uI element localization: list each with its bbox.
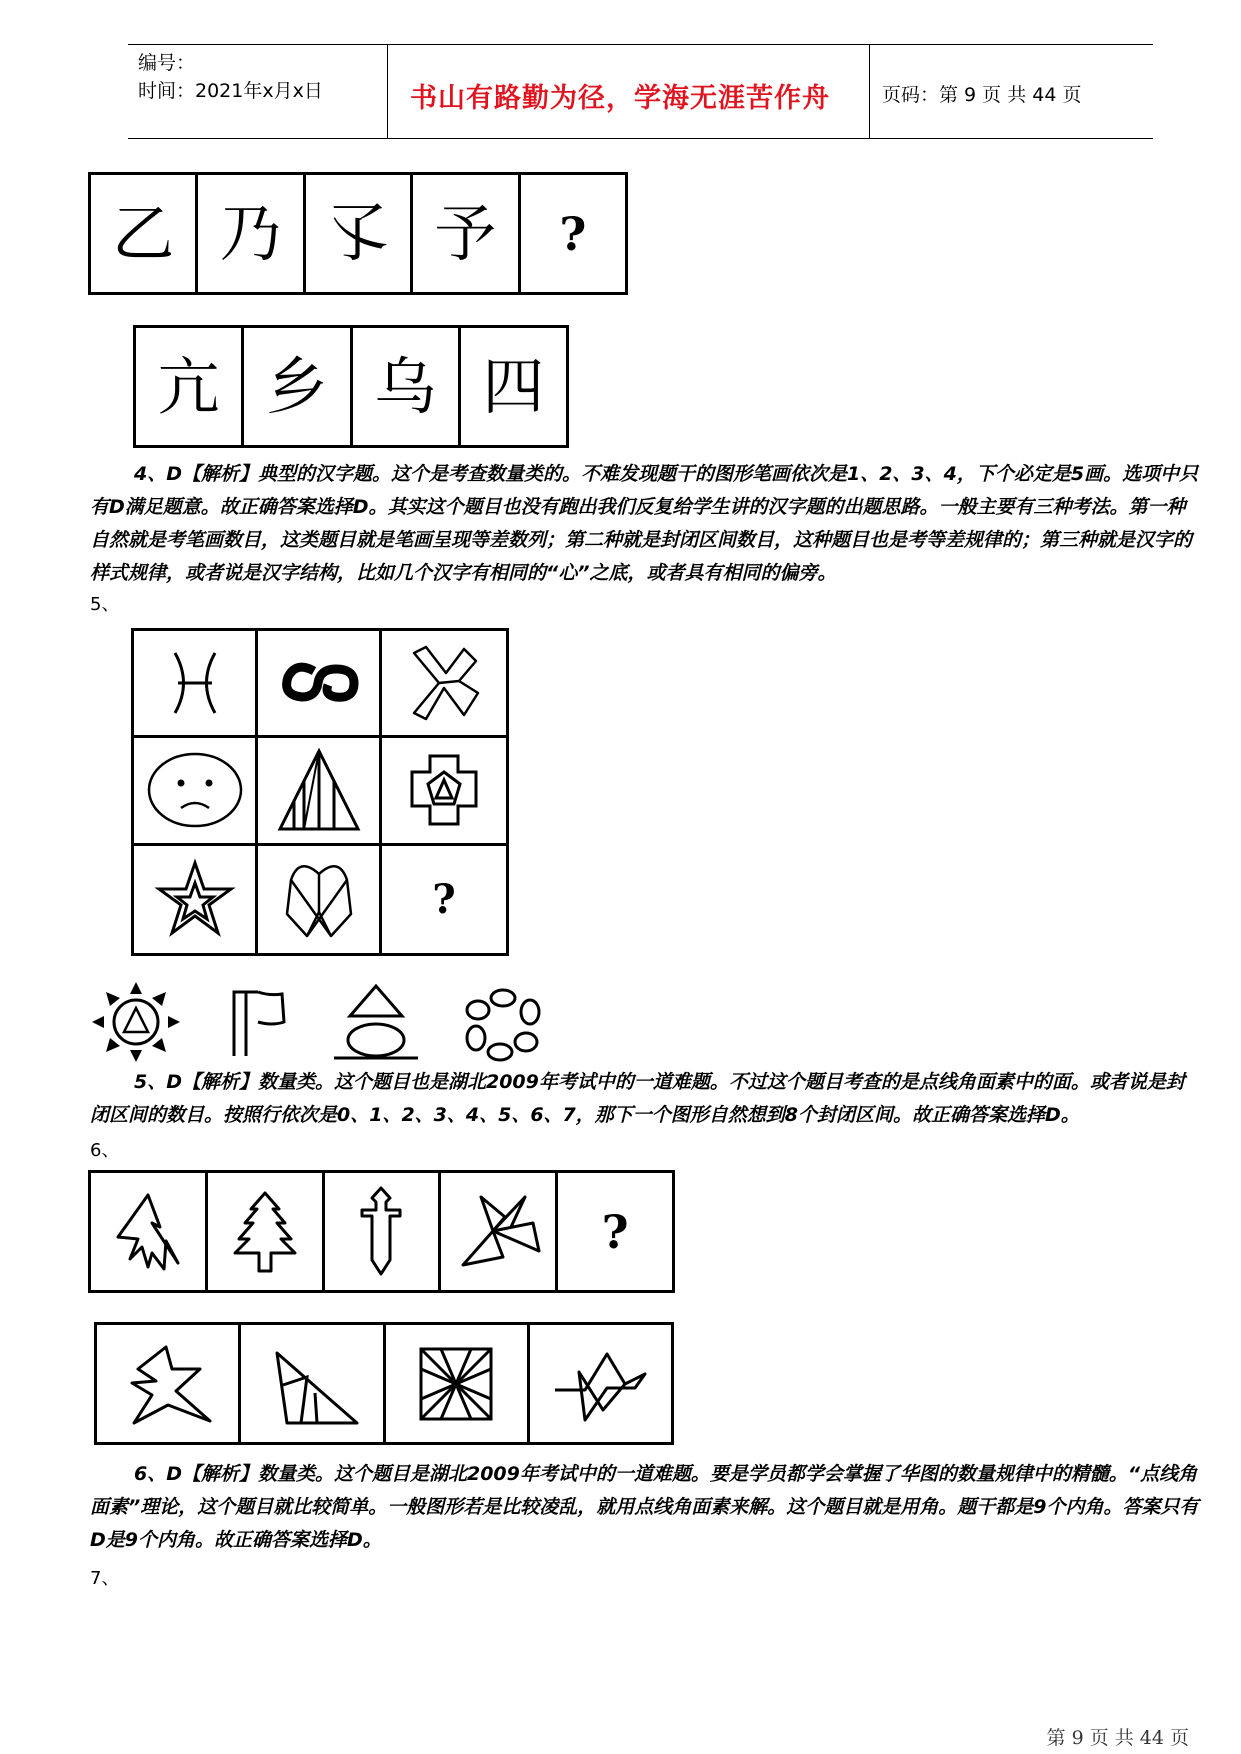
q6-stem-cell [91, 1173, 208, 1290]
grid-cell [382, 631, 506, 738]
page-footer: 第 9 页 共 44 页 [1046, 1727, 1189, 1749]
q6-stem-strip [88, 1170, 675, 1293]
q4-question-cell [521, 175, 625, 292]
grid-cell [382, 738, 506, 845]
q4-option-glyph: 乌 [374, 349, 437, 423]
lightning-shape-icon [108, 1187, 188, 1277]
sun-triangle-option-icon [88, 978, 184, 1064]
q4-stem-cell [198, 175, 305, 292]
crossed-loop-option-icon [545, 1344, 655, 1424]
pinwheel-shape-icon [453, 1187, 543, 1277]
bowtie-scribble-icon [404, 643, 484, 723]
q4-option-glyph: 亢 [157, 349, 220, 423]
q6-option-cell [97, 1325, 241, 1442]
crossed-arch-icon [279, 854, 359, 944]
q6-stem-cell [441, 1173, 558, 1290]
q5-figure-grid [131, 628, 509, 956]
question-mark: ? [559, 206, 587, 261]
q4-stem-glyph: 予 [434, 196, 497, 270]
grid-cell [134, 846, 258, 953]
header-divider [387, 45, 388, 138]
loop-symbol-icon [274, 653, 364, 713]
q6-stem-cell [325, 1173, 442, 1290]
sad-face-icon [145, 750, 245, 830]
hourglass-cross-option-icon [411, 1339, 501, 1429]
q6-option-cell [241, 1325, 385, 1442]
q6-number: 6、 [90, 1140, 120, 1161]
q6-analysis: 6、D【解析】数量类。这个题目是湖北2009年考试中的一道难题。要是学员都学会掌握了华图的数量规律中的精髓。“点线角面素”理论，这个题目就比较简单。一般图形若是比较凌乱，就用点线角面素来解。这个题目就是用角。题干都是9个内角。答案只有D是9个内角。故正确答案选择D。 [90, 1463, 1199, 1551]
q4-option-glyph: 乡 [265, 349, 328, 423]
cross-pentagon-icon [404, 750, 484, 830]
q6-option-cell [530, 1325, 671, 1442]
q4-option-glyph: 四 [482, 349, 545, 423]
q4-options-strip [133, 325, 569, 448]
question-mark: ? [432, 875, 456, 923]
zigzag-star-option-icon [118, 1339, 218, 1429]
striped-triangle-icon [274, 745, 364, 835]
time-label: 时间：2021年x月x日 [138, 80, 323, 102]
page-label: 页码：第 9 页 共 44 页 [882, 84, 1082, 106]
q6-stem-cell [208, 1173, 325, 1290]
split-triangle-option-icon [257, 1339, 367, 1429]
pine-tree-icon [225, 1187, 305, 1277]
q4-option-cell [353, 328, 461, 445]
q4-stem-glyph: 孓 [327, 196, 390, 270]
q4-stem-cell [306, 175, 413, 292]
q4-option-cell [461, 328, 566, 445]
grid-cell [258, 846, 382, 953]
q4-stem-cell [91, 175, 198, 292]
grid-cell [258, 738, 382, 845]
grid-cell [134, 631, 258, 738]
header-bottom-rule [128, 138, 1153, 139]
q4-stem-glyph: 乃 [219, 196, 282, 270]
q6-option-cell [386, 1325, 530, 1442]
q4-analysis: 4、D【解析】典型的汉字题。这个是考查数量类的。不难发现题干的图形笔画依次是1、2、3、4，下个必定是5画。选项中只有D满足题意。故正确答案选择D。其实这个题目也没有跑出我们反复给学生讲的汉字题的出题思路。一般主要有三种考法。第一种自然就是考笔画数目，这类题目就是笔画呈现等差数列；第二种就是封闭区间数目，这种题目也是考等差规律的；第三种就是汉字的样式规律，或者说是汉字结构，比如几个汉字有相同的“心”之底，或者具有相同的偏旁。 [90, 463, 1199, 584]
q5-analysis: 5、D【解析】数量类。这个题目也是湖北2009年考试中的一道难题。不过这个题目考查的是点线角面素中的面。或者说是封闭区间的数目。按照行依次是0、1、2、3、4、5、6、7，那下一个图形自然想到8个封闭区间。故正确答案选择D。 [90, 1071, 1185, 1126]
q4-stem-strip [88, 172, 628, 295]
nested-star-icon [155, 859, 235, 939]
sword-shape-icon [346, 1184, 416, 1280]
q6-options-strip [94, 1322, 674, 1445]
q6-question-cell [558, 1173, 672, 1290]
pisces-symbol-icon [160, 648, 230, 718]
question-mark: ? [601, 1204, 629, 1259]
header-divider [869, 45, 870, 138]
grid-cell [134, 738, 258, 845]
serial-label: 编号： [138, 52, 196, 74]
motto: 书山有路勤为径，学海无涯苦作舟 [410, 83, 830, 114]
grid-cell [258, 631, 382, 738]
ring-of-ovals-option-icon [460, 986, 546, 1062]
q4-stem-cell [413, 175, 520, 292]
q7-number: 7、 [90, 1568, 120, 1589]
q5-number: 5、 [90, 594, 120, 615]
flag-option-icon [226, 986, 296, 1058]
q4-stem-glyph: 乙 [112, 196, 175, 270]
triangle-ellipse-option-icon [328, 982, 424, 1062]
header-top-rule [128, 44, 1153, 45]
q5-question-cell [382, 846, 506, 953]
q4-option-cell [136, 328, 244, 445]
q4-option-cell [244, 328, 352, 445]
